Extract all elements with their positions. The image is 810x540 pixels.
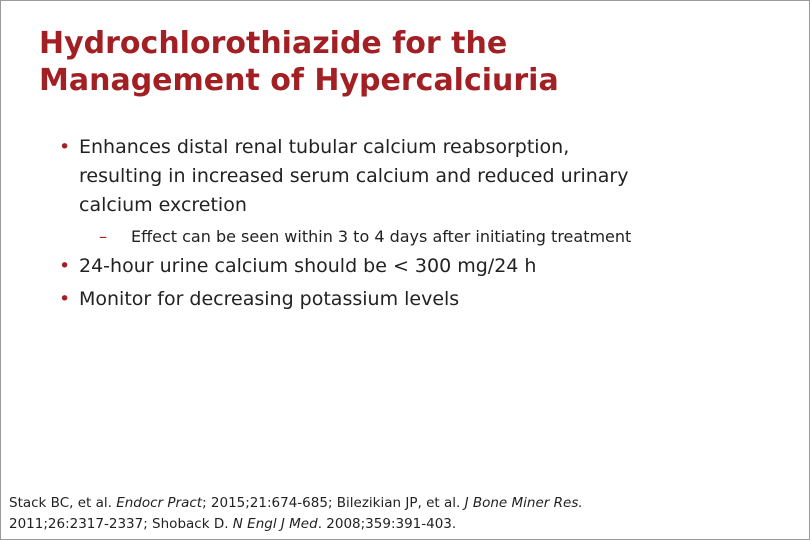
bullet-item: [57, 252, 777, 281]
reference-text: Stack BC, et al.: [9, 495, 117, 511]
references: [9, 493, 799, 535]
title-line-2: Management of Hypercalciuria: [39, 63, 559, 98]
sub-bullet-marker: –: [99, 227, 107, 246]
reference-line-2: [9, 514, 799, 535]
reference-text: 2011;26:2317-2337; Shoback D.: [9, 516, 233, 532]
journal-name: Endocr Pract: [116, 495, 203, 511]
bullet-text: [79, 285, 777, 314]
title-line-1: Hydrochlorothiazide for the: [39, 26, 508, 61]
bullet-line: resulting in increased serum calcium and reduced urinary: [79, 165, 629, 187]
bullet-line: Monitor for decreasing potassium levels: [79, 288, 460, 310]
sub-bullet-item: [57, 224, 777, 250]
bullet-list: [57, 133, 777, 314]
reference-text: ; 2015;21:674-685; Bilezikian JP, et al.: [202, 495, 465, 511]
reference-line-1: [9, 493, 799, 514]
bullet-marker: •: [59, 136, 71, 158]
bullet-line: Enhances distal renal tubular calcium reabsorption,: [79, 136, 570, 158]
bullet-item: [57, 285, 777, 314]
slide-title: [39, 25, 779, 99]
bullet-text: [79, 252, 777, 281]
bullet-line: 24-hour urine calcium should be < 300 mg/24 h: [79, 255, 537, 277]
bullet-item: [57, 133, 777, 220]
bullet-line: calcium excretion: [79, 194, 247, 216]
sub-bullet-text: Effect can be seen within 3 to 4 days after initiating treatment: [131, 227, 632, 246]
bullet-marker: •: [59, 255, 71, 277]
bullet-marker: •: [59, 288, 71, 310]
journal-name: N Engl J Med: [232, 516, 318, 532]
bullet-text: [79, 133, 777, 220]
reference-text: . 2008;359:391-403.: [317, 516, 457, 532]
journal-name: J Bone Miner Res.: [464, 495, 583, 511]
